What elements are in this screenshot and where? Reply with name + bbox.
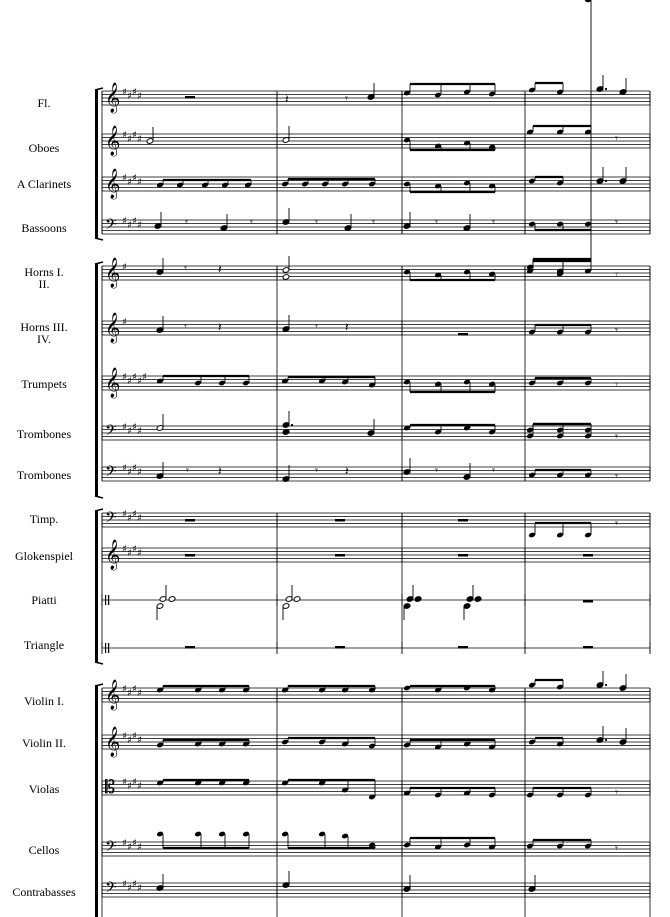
instrument-label-fl: Fl. xyxy=(37,96,51,110)
sharp-icon: ♯ xyxy=(122,777,127,788)
eighth-rest: 𝄾 xyxy=(185,216,188,229)
quarter-rest: 𝄽 xyxy=(218,320,222,334)
eighth-rest: 𝄾 xyxy=(615,842,618,855)
bass-clef-icon: 𝄢 xyxy=(105,216,117,237)
whole-rest xyxy=(583,600,593,603)
half-note xyxy=(168,596,176,603)
instrument-label-timp: Timp. xyxy=(29,512,59,526)
sharp-icon: ♯ xyxy=(137,220,142,231)
dot xyxy=(605,684,607,686)
sharp-icon: ♯ xyxy=(132,838,137,849)
eighth-rest: 𝄾 xyxy=(315,320,318,333)
eighth-rest: 𝄾 xyxy=(615,132,618,145)
alto-clef-icon: 𝄡 xyxy=(105,777,116,798)
bass-clef-icon: 𝄢 xyxy=(105,838,117,859)
sharp-icon: ♯ xyxy=(137,548,142,559)
bass-clef-icon: 𝄢 xyxy=(105,422,117,443)
percussion-clef-icon xyxy=(105,643,106,653)
eighth-rest: 𝄾 xyxy=(186,464,189,477)
staff-glokenspiel xyxy=(102,539,650,571)
sharp-icon: ♯ xyxy=(127,781,132,792)
instrument-label-triangle: Triangle xyxy=(23,638,65,652)
whole-rest xyxy=(185,554,195,557)
treble-clef-icon: 𝄞 xyxy=(105,126,121,156)
whole-rest xyxy=(185,96,195,99)
staff-trumpets xyxy=(102,367,650,399)
note xyxy=(474,596,482,603)
eighth-rest: 𝄾 xyxy=(615,517,618,530)
eighth-rest: 𝄾 xyxy=(615,378,618,391)
treble-clef-icon: 𝄞 xyxy=(105,83,121,113)
treble-clef-icon: 𝄞 xyxy=(105,169,121,199)
group-bracket-bottom xyxy=(95,238,103,240)
sharp-icon: ♯ xyxy=(122,463,127,474)
whole-rest xyxy=(583,554,593,557)
dot xyxy=(605,739,607,741)
dot xyxy=(291,424,293,426)
staff-fl xyxy=(102,82,650,114)
sharp-icon: ♯ xyxy=(127,177,132,188)
sharp-icon: ♯ xyxy=(122,731,127,742)
sharp-icon: ♯ xyxy=(137,91,142,102)
sharp-icon: ♯ xyxy=(122,262,127,273)
eighth-rest: 𝄾 xyxy=(492,216,495,229)
sharp-icon: ♯ xyxy=(127,91,132,102)
sharp-icon: ♯ xyxy=(127,376,132,387)
staff-triangle xyxy=(102,642,650,654)
staff-a-clarinets xyxy=(102,168,650,200)
dot xyxy=(605,180,607,182)
eighth-rest: 𝄾 xyxy=(615,324,618,337)
whole-rest xyxy=(335,554,345,557)
bass-clef-icon: 𝄢 xyxy=(105,463,117,484)
sharp-icon: ♯ xyxy=(122,372,127,383)
sharp-icon: ♯ xyxy=(122,130,127,141)
instrument-label-trombones-1: Trombones xyxy=(16,427,72,441)
bass-clef-icon: 𝄢 xyxy=(105,509,117,530)
percussion-clef-icon xyxy=(105,595,106,605)
sharp-icon: ♯ xyxy=(127,134,132,145)
sharp-icon: ♯ xyxy=(137,177,142,188)
sharp-icon: ♯ xyxy=(137,134,142,145)
eighth-rest: 𝄾 xyxy=(615,470,618,483)
eighth-rest: 𝄾 xyxy=(345,92,348,105)
sharp-icon: ♯ xyxy=(122,509,127,520)
group-bracket xyxy=(95,511,98,662)
whole-rest xyxy=(583,646,593,649)
sharp-icon: ♯ xyxy=(132,879,137,890)
staff-trombones-2 xyxy=(102,463,650,484)
sharp-icon: ♯ xyxy=(122,879,127,890)
quarter-rest: 𝄽 xyxy=(285,92,289,106)
sharp-icon: ♯ xyxy=(132,731,137,742)
instrument-label-a-clarinets: A Clarinets xyxy=(16,177,72,191)
sharp-icon: ♯ xyxy=(122,216,127,227)
group-bracket-bottom xyxy=(95,662,103,664)
eighth-rest: 𝄾 xyxy=(615,216,618,229)
eighth-rest: 𝄾 xyxy=(250,216,253,229)
whole-rest xyxy=(458,519,468,522)
sharp-icon: ♯ xyxy=(122,317,127,328)
whole-rest xyxy=(185,519,195,522)
bass-clef-icon: 𝄢 xyxy=(105,879,117,900)
instrument-label-violin-1: Violin I. xyxy=(24,694,64,708)
instrument-label-contrabasses: Contrabasses xyxy=(12,885,76,899)
sharp-icon: ♯ xyxy=(137,781,142,792)
instrument-label-oboes: Oboes xyxy=(28,141,60,155)
staff-contrabasses xyxy=(102,879,650,900)
sharp-icon: ♯ xyxy=(132,87,137,98)
staff-trombones-1 xyxy=(102,422,650,443)
eighth-rest: 𝄾 xyxy=(435,464,438,477)
instrument-label-piatti: Piatti xyxy=(31,593,57,607)
sharp-icon: ♯ xyxy=(127,467,132,478)
sharp-icon: ♯ xyxy=(122,684,127,695)
instrument-label-bassoons: Bassoons xyxy=(21,221,67,235)
sharp-icon: ♯ xyxy=(132,173,137,184)
whole-rest xyxy=(185,646,195,649)
treble-clef-icon: 𝄞 xyxy=(105,680,121,710)
quarter-rest: 𝄽 xyxy=(345,320,349,334)
sharp-icon: ♯ xyxy=(142,372,147,383)
sharp-icon: ♯ xyxy=(132,130,137,141)
treble-clef-icon: 𝄞 xyxy=(105,540,121,570)
instrument-label-glokenspiel: Glokenspiel xyxy=(15,549,73,563)
treble-clef-icon: 𝄞 xyxy=(105,727,121,757)
quarter-rest: 𝄽 xyxy=(345,464,349,478)
sharp-icon: ♯ xyxy=(122,173,127,184)
eighth-rest: 𝄾 xyxy=(615,430,618,443)
sharp-icon: ♯ xyxy=(137,688,142,699)
treble-clef-icon: 𝄞 xyxy=(105,368,121,398)
sharp-icon: ♯ xyxy=(132,216,137,227)
group-bracket xyxy=(95,90,98,238)
sharp-icon: ♯ xyxy=(122,422,127,433)
sharp-icon: ♯ xyxy=(137,467,142,478)
group-bracket-top xyxy=(95,509,103,511)
sharp-icon: ♯ xyxy=(137,883,142,894)
sharp-icon: ♯ xyxy=(137,376,142,387)
whole-rest xyxy=(458,646,468,649)
quarter-rest: 𝄽 xyxy=(218,262,222,276)
eighth-rest: 𝄾 xyxy=(615,786,618,799)
eighth-rest: 𝄾 xyxy=(435,216,438,229)
sharp-icon: ♯ xyxy=(137,513,142,524)
instrument-label-violas: Violas xyxy=(28,782,60,796)
instrument-label-violin-2: Violin II. xyxy=(22,736,66,750)
sharp-icon: ♯ xyxy=(132,509,137,520)
eighth-rest: 𝄾 xyxy=(492,464,495,477)
staff-violin-1 xyxy=(102,679,650,711)
whole-rest xyxy=(335,519,345,522)
staff-violin-2 xyxy=(102,726,650,758)
eighth-rest: 𝄾 xyxy=(184,262,187,275)
instrument-label-horns-3-4: Horns III. IV. xyxy=(20,320,68,346)
sharp-icon: ♯ xyxy=(127,513,132,524)
sharp-icon: ♯ xyxy=(132,463,137,474)
note xyxy=(585,0,591,2)
group-bracket xyxy=(95,686,98,917)
treble-clef-icon: 𝄞 xyxy=(105,313,121,343)
half-note xyxy=(282,274,290,281)
instrument-label-horns-1-2: Horns I. II. xyxy=(24,265,64,291)
sharp-icon: ♯ xyxy=(122,838,127,849)
sharp-icon: ♯ xyxy=(127,220,132,231)
sharp-icon: ♯ xyxy=(127,883,132,894)
percussion-clef-icon xyxy=(108,643,109,653)
staff-piatti xyxy=(102,594,650,606)
dot xyxy=(605,88,607,90)
whole-rest xyxy=(335,646,345,649)
sharp-icon: ♯ xyxy=(127,735,132,746)
whole-rest xyxy=(458,333,468,336)
eighth-rest: 𝄾 xyxy=(372,216,375,229)
whole-rest xyxy=(458,554,468,557)
group-bracket-top xyxy=(95,88,103,90)
quarter-rest: 𝄽 xyxy=(218,464,222,478)
sharp-icon: ♯ xyxy=(132,544,137,555)
instrument-label-cellos: Cellos xyxy=(28,843,60,857)
eighth-rest: 𝄾 xyxy=(315,464,318,477)
eighth-rest: 𝄾 xyxy=(184,320,187,333)
sharp-icon: ♯ xyxy=(127,548,132,559)
half-note xyxy=(293,596,301,603)
sharp-icon: ♯ xyxy=(137,426,142,437)
sharp-icon: ♯ xyxy=(137,842,142,853)
sharp-icon: ♯ xyxy=(132,422,137,433)
group-bracket-bottom xyxy=(95,496,103,498)
eighth-rest: 𝄾 xyxy=(315,216,318,229)
sharp-icon: ♯ xyxy=(132,684,137,695)
staff-oboes xyxy=(102,125,650,157)
group-bracket-top xyxy=(95,262,103,264)
instrument-label-trombones-2: Trombones xyxy=(16,468,72,482)
sharp-icon: ♯ xyxy=(122,544,127,555)
note xyxy=(414,596,422,603)
group-bracket-top xyxy=(95,684,103,686)
treble-clef-icon: 𝄞 xyxy=(105,258,121,288)
instrument-label-trumpets: Trumpets xyxy=(21,377,67,391)
sharp-icon: ♯ xyxy=(127,426,132,437)
group-bracket xyxy=(95,264,98,496)
sharp-icon: ♯ xyxy=(132,777,137,788)
sharp-icon: ♯ xyxy=(132,372,137,383)
eighth-rest: 𝄾 xyxy=(615,268,618,281)
percussion-clef-icon xyxy=(108,595,109,605)
sharp-icon: ♯ xyxy=(127,688,132,699)
sharp-icon: ♯ xyxy=(137,735,142,746)
staff-timp xyxy=(102,509,650,530)
sharp-icon: ♯ xyxy=(122,87,127,98)
sharp-icon: ♯ xyxy=(127,842,132,853)
